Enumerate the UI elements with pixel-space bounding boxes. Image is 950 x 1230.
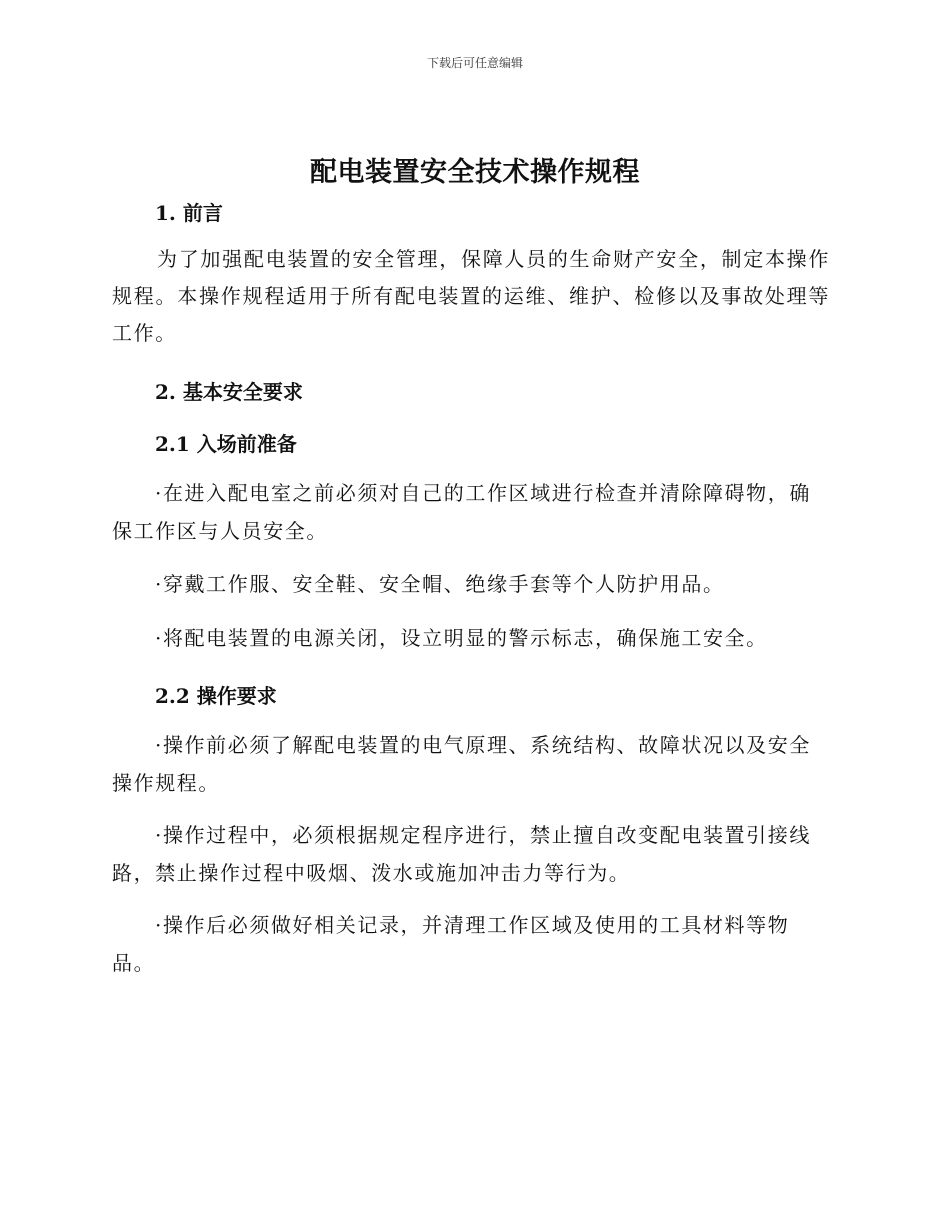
list-item: ·操作过程中，必须根据规定程序进行，禁止擅自改变配电装置引接线路，禁止操作过程中吸烟、泼水或施加冲击力等行为。 bbox=[112, 823, 811, 885]
section-heading-preface: 1. 前言 bbox=[155, 201, 223, 225]
list-item: ·穿戴工作服、安全鞋、安全帽、绝缘手套等个人防护用品。 bbox=[155, 572, 725, 596]
list-item: ·在进入配电室之前必须对自己的工作区域进行检查并清除障碍物，确保工作区与人员安全。 bbox=[112, 481, 811, 543]
section-heading-basic-safety: 2. 基本安全要求 bbox=[155, 380, 303, 404]
document-title: 配电装置安全技术操作规程 bbox=[310, 157, 640, 188]
subsection-heading-operation: 2.2 操作要求 bbox=[155, 684, 277, 708]
header-note: 下载后可任意编辑 bbox=[426, 56, 523, 70]
list-item: ·将配电装置的电源关闭，设立明显的警示标志，确保施工安全。 bbox=[155, 626, 768, 650]
subsection-heading-preparation: 2.1 入场前准备 bbox=[155, 432, 297, 456]
list-item: ·操作后必须做好相关记录，并清理工作区域及使用的工具材料等物品。 bbox=[112, 913, 790, 975]
list-item: ·操作前必须了解配电装置的电气原理、系统结构、故障状况以及安全操作规程。 bbox=[112, 733, 811, 795]
preface-paragraph: 为了加强配电装置的安全管理，保障人员的生命财产安全，制定本操作规程。本操作规程适用于所有配电装置的运维、维护、检修以及事故处理等工作。 bbox=[112, 247, 830, 345]
